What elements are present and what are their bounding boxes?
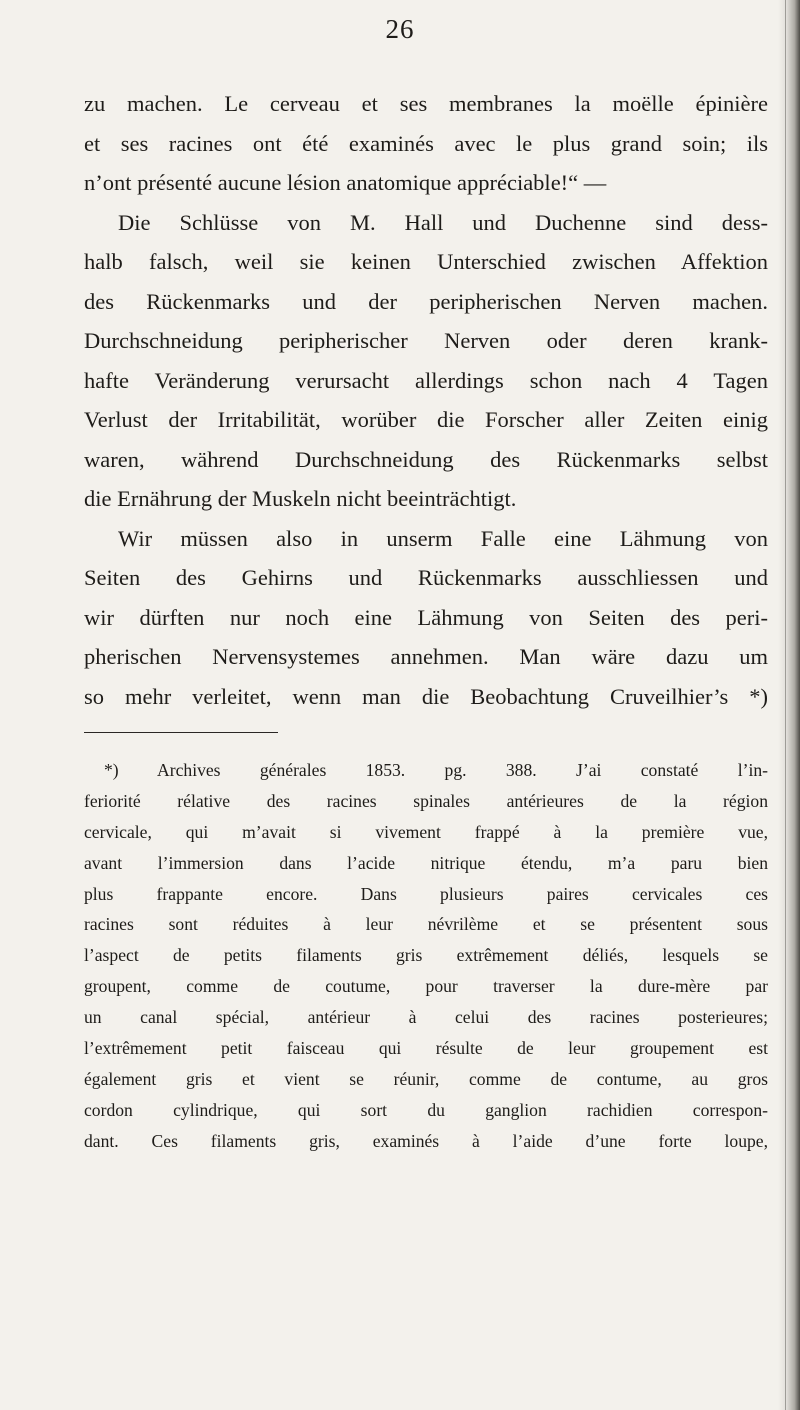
body-line: wir dürften nur noch eine Lähmung von Seiten des peri- [84,604,768,630]
footnote-line: racines sont réduites à leur névrilème et se présentent sous [84,914,768,935]
footnote-line: groupent, comme de coutume, pour traverser la dure-mère par [84,976,768,997]
footnote-line: l’extrêmement petit faisceau qui résulte de leur groupement est [84,1038,768,1059]
body-line: zu machen. Le cerveau et ses membranes la moëlle épinière [84,91,768,116]
body-line: Wir müssen also in unserm Falle eine Lähmung von [118,525,768,551]
body-line: Seiten des Gehirns und Rückenmarks ausschliessen und [84,565,768,590]
body-line: et ses racines ont été examinés avec le plus grand soin; ils [84,130,768,156]
footnote-line: dant. Ces filaments gris, examinés à l’aide d’une forte loupe, [84,1130,768,1151]
footnote-line: également gris et vient se réunir, comme de contume, au gros [84,1068,768,1089]
footnote-line: plus frappante encore. Dans plusieurs paires cervicales ces [84,883,768,904]
footnote-line: feriorité rélative des racines spinales antérieures de la région [84,790,768,811]
page-number: 26 [385,14,415,44]
footnote-line: cervicale, qui m’avait si vivement frappé à la première vue, [84,821,768,842]
body-line: Durchschneidung peripherischer Nerven oder deren krank- [84,328,768,353]
body-line: n’ont présenté aucune lésion anatomique appréciable!“ — [84,170,607,195]
body-line: so mehr verleitet, wenn man die Beobachtung Cruveilhier’s *) [84,683,768,709]
body-line: Verlust der Irritabilität, worüber die Forscher aller Zeiten einig [84,407,768,432]
body-line: waren, während Durchschneidung des Rückenmarks selbst [84,446,768,472]
footnote-line: *) Archives générales 1853. pg. 388. J’ai constaté l’in- [104,760,768,780]
page-edge-shadow [778,0,800,1410]
footnote-line: cordon cylindrique, qui sort du ganglion rachidien correspon- [84,1099,768,1120]
footnote [84,755,768,1157]
body-line: hafte Veränderung verursacht allerdings schon nach 4 Tagen [84,367,768,393]
footnote-line: un canal spécial, antérieur à celui des racines posterieures; [84,1007,768,1028]
body-line: die Ernährung der Muskeln nicht beeinträchtigt. [84,486,517,511]
footnote-line: avant l’immersion dans l’acide nitrique étendu, m’a paru bien [84,852,768,873]
footnote-separator [84,732,278,733]
body-line: Die Schlüsse von M. Hall und Duchenne sind dess- [118,209,768,235]
body-text [84,84,768,716]
page-edge-line [785,0,786,1410]
body-line: halb falsch, weil sie keinen Unterschied zwischen Affektion [84,249,768,274]
footnote-line: l’aspect de petits filaments gris extrêmement déliés, lesquels se [84,945,768,966]
body-line: pherischen Nervensystemes annehmen. Man wäre dazu um [84,644,768,669]
body-line: des Rückenmarks und der peripherischen Nerven machen. [84,288,768,314]
